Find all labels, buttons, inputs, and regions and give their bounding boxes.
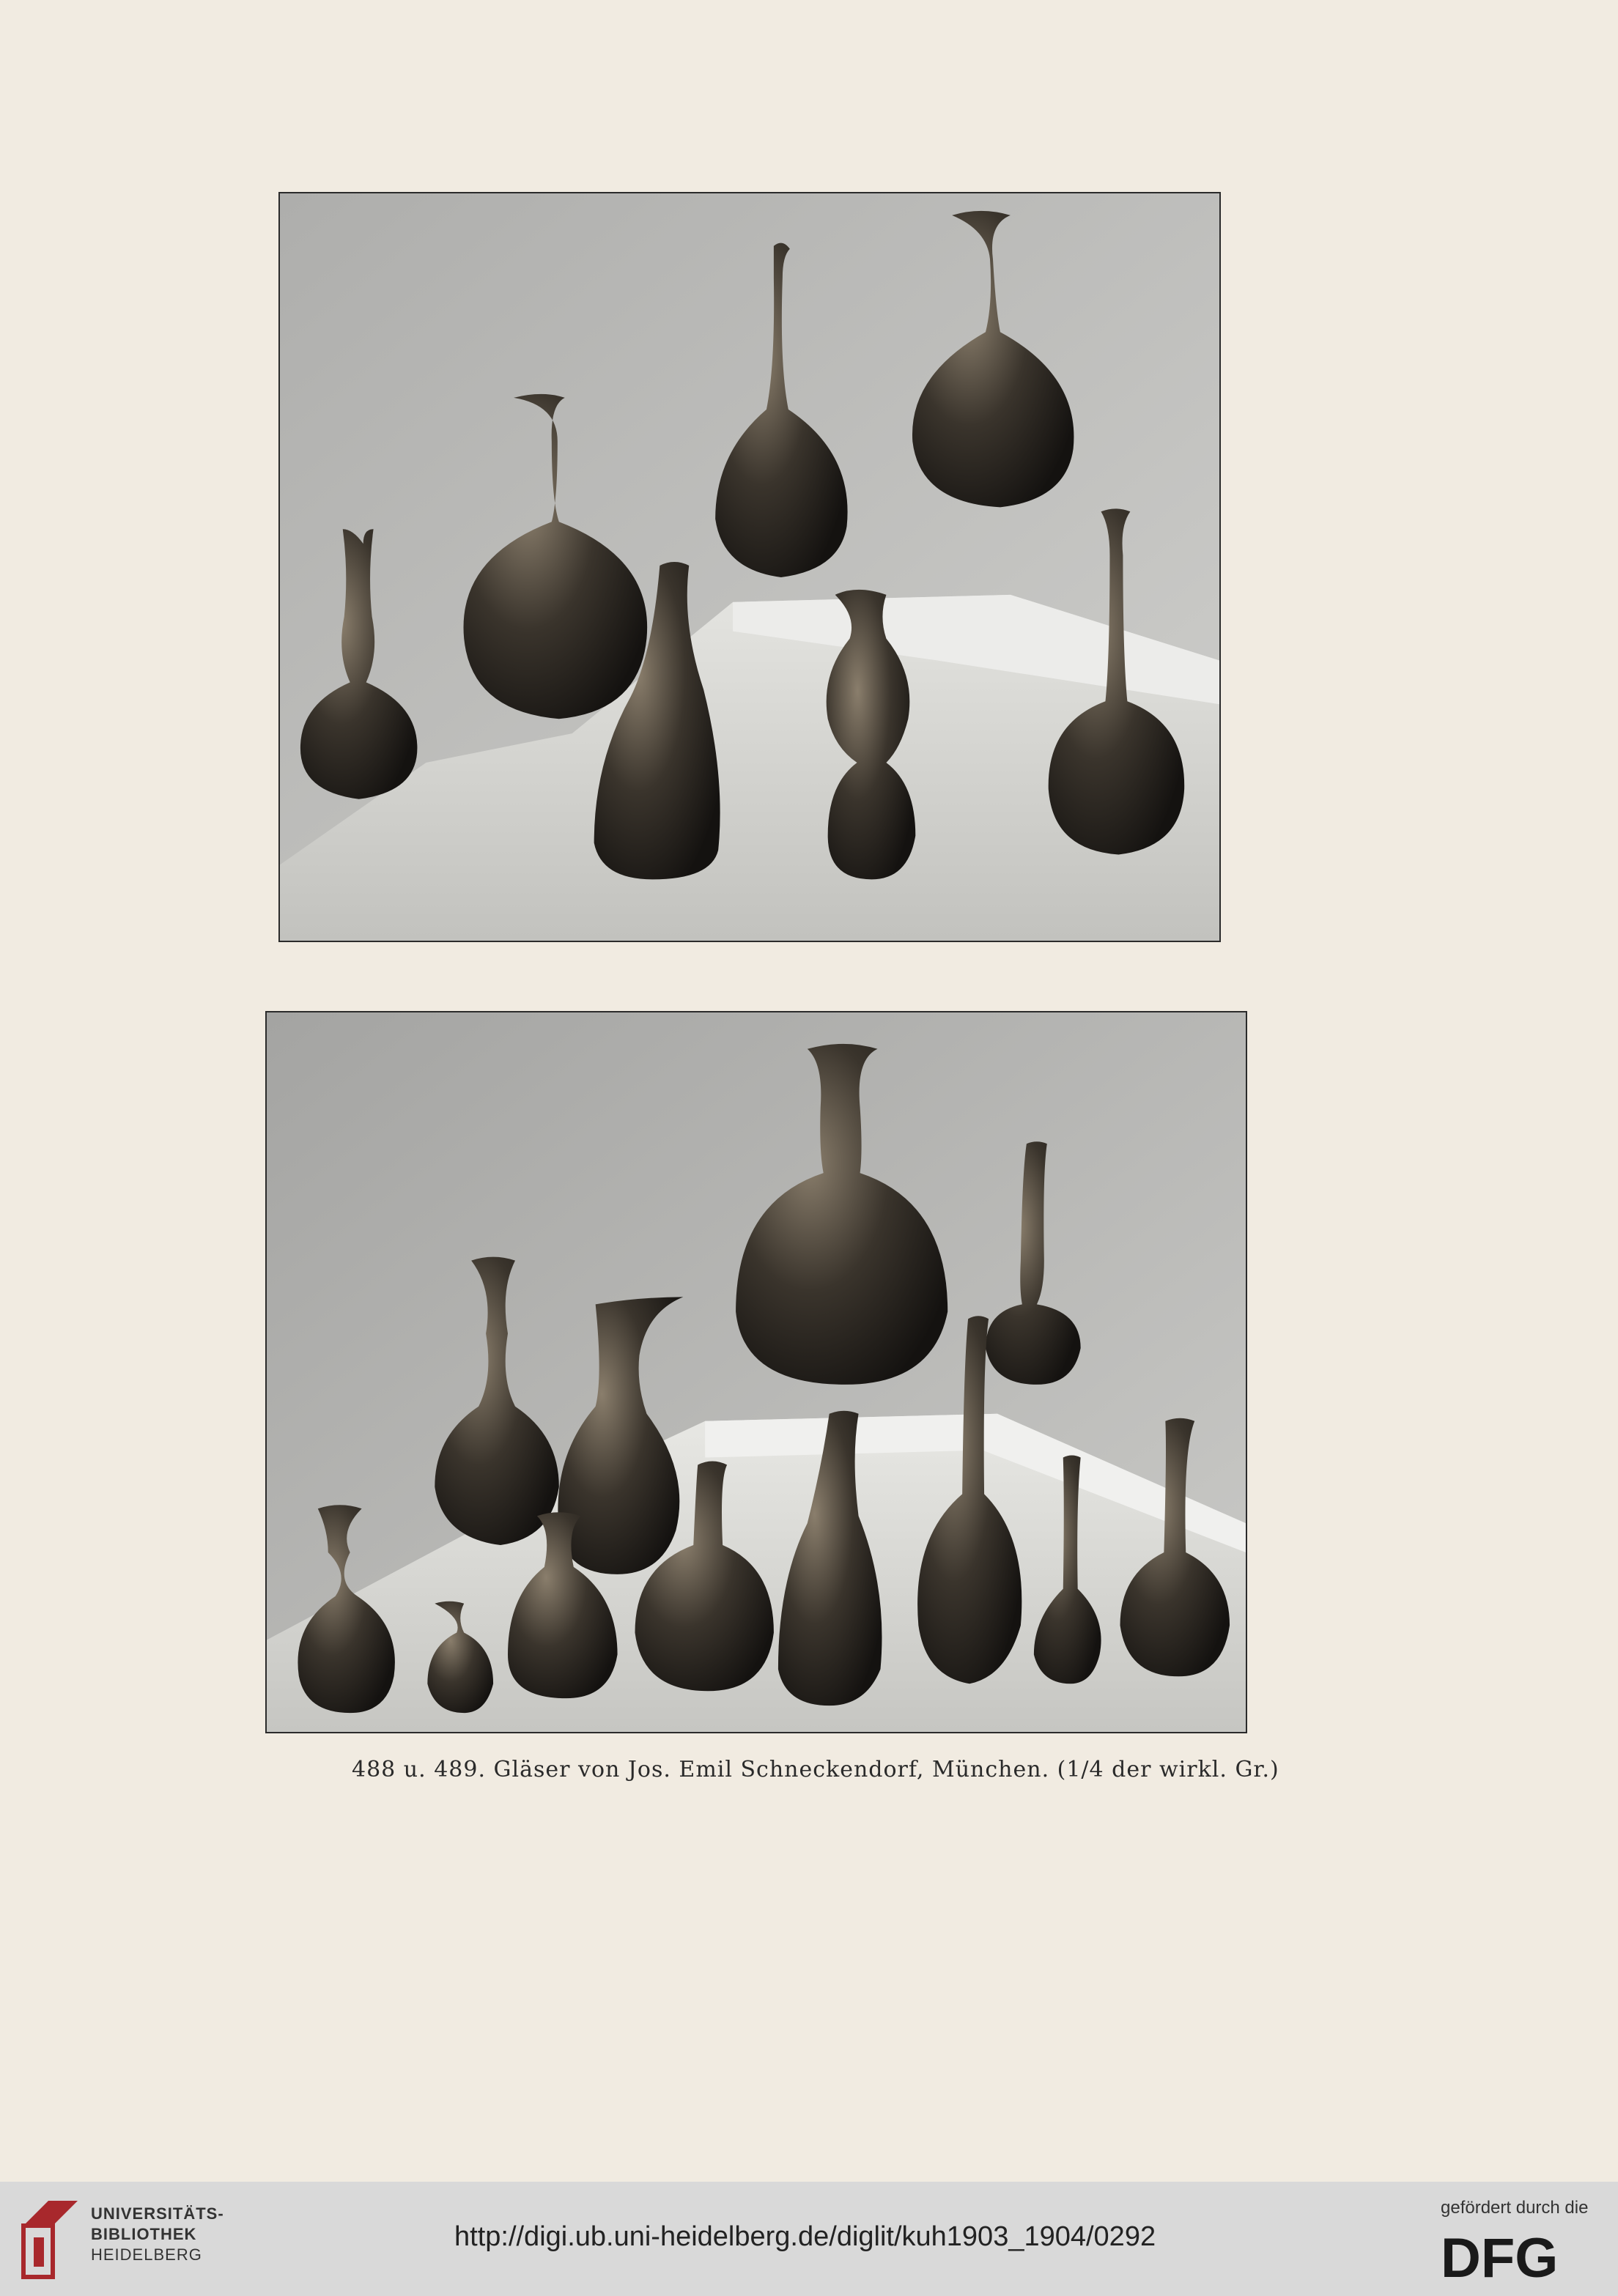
- vases-photo-489: [267, 1012, 1246, 1732]
- library-name-line3: HEIDELBERG: [91, 2245, 202, 2264]
- library-name-line1: UNIVERSITÄTS-: [91, 2204, 224, 2223]
- photo-plate-488: [278, 192, 1221, 942]
- library-name: [91, 2204, 224, 2265]
- dfg-logo-icon: [1441, 2227, 1602, 2286]
- footer-bar: [0, 2182, 1618, 2296]
- vases-photo-488: [280, 193, 1219, 941]
- permalink-url[interactable]: http://digi.ub.uni-heidelberg.de/diglit/kuh1903_1904/0292: [454, 2221, 1156, 2252]
- funding-note: gefördert durch die: [1441, 2198, 1589, 2218]
- ub-heidelberg-logo-icon: [19, 2196, 82, 2281]
- dfg-logo-text: DFG: [1441, 2227, 1559, 2286]
- figure-caption: 488 u. 489. Gläser von Jos. Emil Schneckendorf, München. (1/4 der wirkl. Gr.): [352, 1757, 1279, 1782]
- photo-plate-489: [265, 1011, 1247, 1733]
- library-name-line2: BIBLIOTHEK: [91, 2225, 197, 2243]
